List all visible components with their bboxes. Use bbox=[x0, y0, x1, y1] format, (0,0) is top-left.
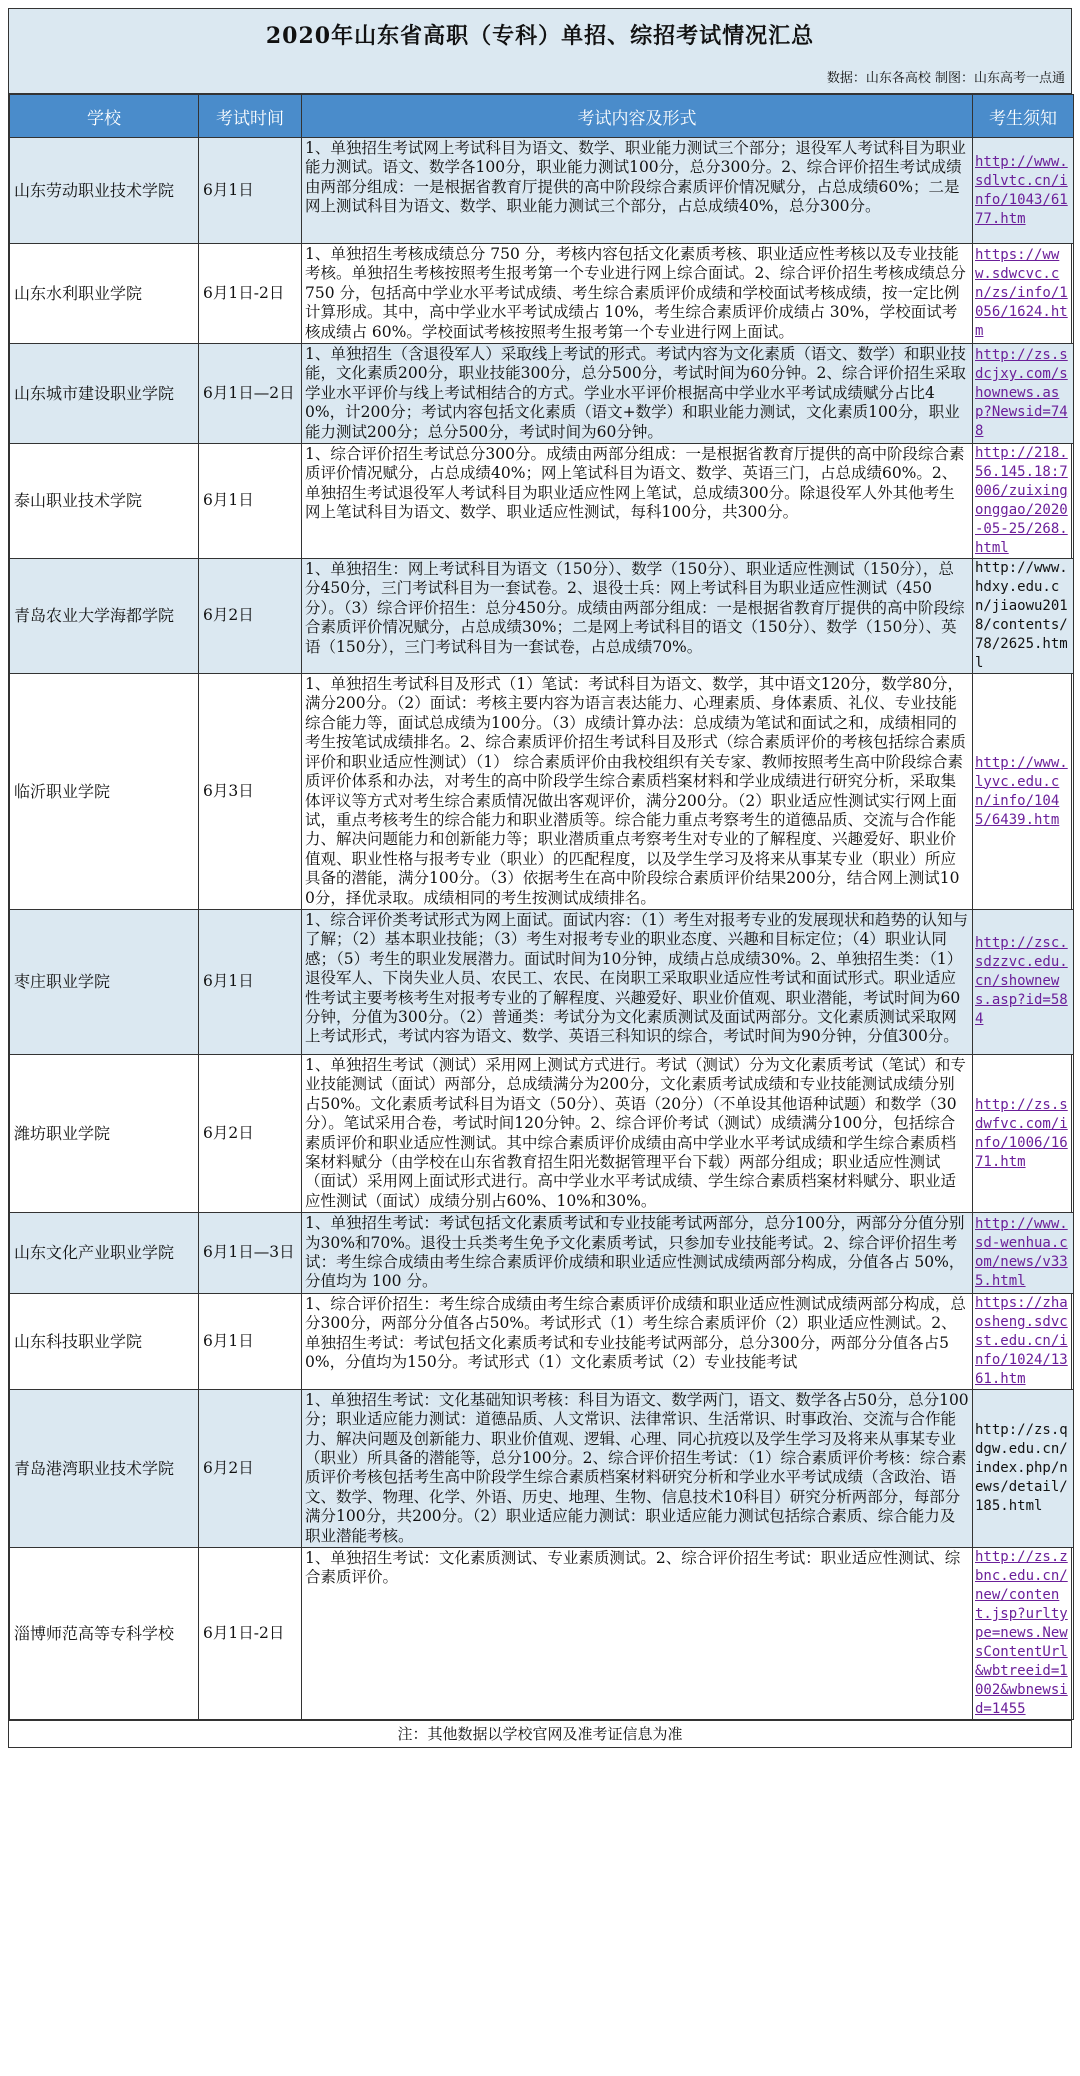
notice-url-text: http://www.hdxy.edu.cn/jiaowu2018/contents/78/2625.html bbox=[975, 560, 1068, 672]
table-header-row bbox=[10, 95, 1074, 138]
column-header-time: 考试时间 bbox=[199, 95, 302, 138]
exam-content: 1、综合评价类考试形式为网上面试。面试内容：（1）考生对报考专业的发展现状和趋势的认知与了解；（2）基本职业技能；（3）考生对报考专业的职业态度、兴趣和目标定位；（4）职业认同感；（5）考生的职业发展潜力。面试时间为10分钟，成绩占总成绩30%。2、单独招生类：（1）退役军人、下岗失业人员、农民工、农民、在岗职工采取职业适应性考试和面试形式。职业适应性考试主要考核考生对报考专业的了解程度、兴趣爱好、职业价值观、职业潜能，考试时间为60分钟，分值为300分。（2）普通类：考试分为文化素质测试及面试两部分。文化素质测试采取网上考试形式，考试内容为语文、数学、英语三科知识的综合，考试时间为90分钟，分值300分。 bbox=[302, 909, 973, 1054]
notice-link[interactable]: http://www.sd-wenhua.com/news/v335.html bbox=[975, 1216, 1068, 1289]
exam-time: 6月1日—2日 bbox=[199, 344, 302, 444]
school-name: 淄博师范高等专科学校 bbox=[10, 1548, 199, 1720]
exam-time: 6月2日 bbox=[199, 559, 302, 674]
notice-url-text: http://zs.qdgw.edu.cn/index.php/news/detail/185.html bbox=[975, 1421, 1068, 1514]
exam-content: 1、单独招生考试科目及形式（1）笔试：考试科目为语文、数学，其中语文120分，数学80分，满分200分。（2）面试：考核主要内容为语言表达能力、心理素质、身体素质、礼仪、专业技能综合能力等，面试总成绩为100分。（3）成绩计算办法：总成绩为笔试和面试之和，成绩相同的考生按笔试成绩排名。2、综合素质评价招生考试科目及形式（综合素质评价的考核包括综合素质评价和职业适应性测试）（1） 综合素质评价由我校组织有关专家、教师按照考生高中阶段综合素质评价体系和办法，对考生的高中阶段学生综合素质档案材料和学业成绩进行研究分析，采取集体评议等方式对考生综合素质情况做出客观评价，满分200分。（2）职业适应性测试实行网上面试，重点考核考生的综合能力和职业潜质等。综合能力重点考察考生的道德品质、交流与合作能力、解决问题能力和创新能力等；职业潜质重点考察考生对专业的了解程度、兴趣爱好、职业价值观、职业性格与报考专业（职业）的匹配程度，以及学生学习及将来从事某专业（职业）所应具备的潜能，满分100分。（3）依据考生在高中阶段综合素质评价结果200分，结合网上测试100分，择优录取。成绩相同的考生按测试成绩排名。 bbox=[302, 674, 973, 910]
exam-content: 1、单独招生考试：文化基础知识考核：科目为语文、数学两门，语文、数学各占50分，总分100分；职业适应能力测试：道德品质、人文常识、法律常识、生活常识、时事政治、交流与合作能力、解决问题及创新能力、职业价值观、逻辑、心理、同心抗疫以及学生学习及将来从事某专业（职业）所具备的潜能等，总分100分。2、综合评价招生考试：（1）综合素质评价考核：综合素质评价考核包括考生高中阶段学生综合素质档案材料研究分析和学业水平考试成绩（含政治、语文、数学、物理、化学、外语、历史、地理、生物、信息技术10科目）研究分析两部分，每部分满分100分，共200分。（2）职业适应能力测试：职业适应能力测试包括综合素质、综合能力及职业潜能考核。 bbox=[302, 1389, 973, 1547]
exam-time: 6月3日 bbox=[199, 674, 302, 910]
exam-time: 6月2日 bbox=[199, 1389, 302, 1547]
notice-link[interactable]: http://zsc.sdzzvc.edu.cn/shownews.asp?id=584 bbox=[975, 935, 1068, 1028]
exam-time: 6月1日-2日 bbox=[199, 244, 302, 344]
notice-cell bbox=[973, 1054, 1074, 1212]
summary-sheet bbox=[8, 8, 1072, 1748]
exam-content: 1、综合评价招生：考生综合成绩由考生综合素质评价成绩和职业适应性测试成绩两部分构成，总分300分，两部分分值各占50%。考试形式（1）考生综合素质评价（2）职业适应性测试。2、单独招生考试：考试包括文化素质考试和专业技能考试两部分，总分300分，两部分分值各占50%，分值均为150分。考试形式（1）文化素质考试（2）专业技能考试 bbox=[302, 1293, 973, 1389]
exam-content: 1、单独招生考试：文化素质测试、专业素质测试。2、综合评价招生考试：职业适应性测试、综合素质评价。 bbox=[302, 1548, 973, 1720]
school-name: 泰山职业技术学院 bbox=[10, 444, 199, 559]
column-header-school: 学校 bbox=[10, 95, 199, 138]
notice-cell bbox=[973, 344, 1074, 444]
school-name: 枣庄职业学院 bbox=[10, 909, 199, 1054]
table-row bbox=[10, 559, 1074, 674]
exam-time: 6月1日-2日 bbox=[199, 1548, 302, 1720]
exam-content: 1、综合评价招生考试总分300分。成绩由两部分组成：一是根据省教育厅提供的高中阶段综合素质评价情况赋分，占总成绩40%；网上笔试科目为语文、数学、英语三门，占总成绩60%。2、单独招生考试退役军人考试科目为职业适应性网上笔试，总成绩300分。除退役军人外其他考生网上笔试科目为语文、数学、职业适应性测试，每科100分，共300分。 bbox=[302, 444, 973, 559]
school-name: 山东科技职业学院 bbox=[10, 1293, 199, 1389]
exam-time: 6月2日 bbox=[199, 1054, 302, 1212]
table-row bbox=[10, 1054, 1074, 1212]
school-name: 山东劳动职业技术学院 bbox=[10, 138, 199, 244]
school-name: 临沂职业学院 bbox=[10, 674, 199, 910]
notice-link[interactable]: http://www.lyvc.edu.cn/info/1045/6439.htm bbox=[975, 754, 1068, 828]
notice-link[interactable]: http://zs.sdwfvc.com/info/1006/1671.htm bbox=[975, 1096, 1068, 1170]
exam-time: 6月1日 bbox=[199, 444, 302, 559]
source-credit: 数据：山东各高校 制图：山东高考一点通 bbox=[826, 71, 1065, 86]
school-name: 青岛农业大学海都学院 bbox=[10, 559, 199, 674]
notice-cell bbox=[973, 1389, 1074, 1547]
exam-content: 1、单独招生：网上考试科目为语文（150分）、数学（150分）、职业适应性测试（150分），总分450分，三门考试科目为一套试卷。2、退役士兵：网上考试科目为职业适应性测试（450分）。（3）综合评价招生：总分450分。成绩由两部分组成：一是根据省教育厅提供的高中阶段综合素质评价情况赋分，占总成绩30%；二是网上考试科目的语文（150分）、数学（150分）、英语（150分），三门考试科目为一套试卷，占总成绩70%。 bbox=[302, 559, 973, 674]
school-name: 山东城市建设职业学院 bbox=[10, 344, 199, 444]
notice-cell bbox=[973, 559, 1074, 674]
exam-time: 6月1日 bbox=[199, 138, 302, 244]
column-header-notice: 考生须知 bbox=[973, 95, 1074, 138]
table-row bbox=[10, 1389, 1074, 1547]
table-row bbox=[10, 344, 1074, 444]
notice-link[interactable]: http://zs.sdcjxy.com/shownews.asp?Newsid=748 bbox=[975, 347, 1068, 440]
notice-link[interactable]: http://zs.zbnc.edu.cn/new/content.jsp?urltype=news.NewsContentUrl&wbtreeid=1002&wbnewsid=1455 bbox=[975, 1549, 1068, 1718]
summary-table bbox=[9, 94, 1074, 1720]
page-title: 2020年山东省高职（专科）单招、综招考试情况汇总 bbox=[265, 23, 815, 49]
notice-cell bbox=[973, 1213, 1074, 1294]
table-row bbox=[10, 1548, 1074, 1720]
table-row bbox=[10, 138, 1074, 244]
table-row bbox=[10, 909, 1074, 1054]
school-name: 山东文化产业职业学院 bbox=[10, 1213, 199, 1294]
notice-link[interactable]: http://218.56.145.18:7006/zuixingonggao/2020-05-25/268.html bbox=[975, 445, 1068, 557]
notice-cell bbox=[973, 138, 1074, 244]
school-name: 潍坊职业学院 bbox=[10, 1054, 199, 1212]
exam-time: 6月1日 bbox=[199, 1293, 302, 1389]
notice-link[interactable]: http://www.sdlvtc.cn/info/1043/6177.htm bbox=[975, 153, 1068, 227]
table-row bbox=[10, 674, 1074, 910]
exam-time: 6月1日—3日 bbox=[199, 1213, 302, 1294]
table-row bbox=[10, 1293, 1074, 1389]
table-body bbox=[10, 138, 1074, 1720]
table-row bbox=[10, 444, 1074, 559]
exam-content: 1、单独招生考核成绩总分 750 分，考核内容包括文化素质考核、职业适应性考核以及专业技能考核。单独招生考核按照考生报考第一个专业进行网上综合面试。2、综合评价招生考核成绩总分 750 分，包括高中学业水平考试成绩、考生综合素质评价成绩和学校面试考核成绩，按一定比例计算形成。其中，高中学业水平考试成绩占 10%，考生综合素质评价成绩占 30%，学校面试考核成绩占 60%。学校面试考核按照考生报考第一个专业进行网上面试。 bbox=[302, 244, 973, 344]
exam-time: 6月1日 bbox=[199, 909, 302, 1054]
table-row bbox=[10, 1213, 1074, 1294]
exam-content: 1、单独招生考试网上考试科目为语文、数学、职业能力测试三个部分；退役军人考试科目为职业能力测试。语文、数学各100分，职业能力测试100分，总分300分。2、综合评价招生考试成绩由两部分组成：一是根据省教育厅提供的高中阶段综合素质评价情况赋分，占总成绩60%；二是网上测试科目为语文、数学、职业能力测试三个部分，占总成绩40%，总分300分。 bbox=[302, 138, 973, 244]
notice-cell bbox=[973, 244, 1074, 344]
school-name: 山东水利职业学院 bbox=[10, 244, 199, 344]
notice-cell bbox=[973, 909, 1074, 1054]
notice-link[interactable]: https://zhaosheng.sdvcst.edu.cn/info/1024/1361.htm bbox=[975, 1294, 1068, 1387]
notice-cell bbox=[973, 1293, 1074, 1389]
exam-content: 1、单独招生考试（测试）采用网上测试方式进行。考试（测试）分为文化素质考试（笔试）和专业技能测试（面试）两部分，总成绩满分为200分，文化素质考试成绩和专业技能测试成绩分别占50%。文化素质考试科目为语文（50分）、英语（20分）（不单设其他语种试题）和数学（30分）。笔试采用合卷，考试时间120分钟。2、综合评价考试（测试）成绩满分100分，包括综合素质评价和职业适应性测试。其中综合素质评价成绩由高中学业水平考试成绩和学生综合素质档案材料赋分（由学校在山东省教育招生阳光数据管理平台下载）两部分组成；职业适应性测试（面试）采用网上面试形式进行。高中学业水平考试成绩、学生综合素质档案材料赋分、职业适应性测试（面试）成绩分别占60%、10%和30%。 bbox=[302, 1054, 973, 1212]
notice-cell bbox=[973, 674, 1074, 910]
column-header-content: 考试内容及形式 bbox=[302, 95, 973, 138]
school-name: 青岛港湾职业技术学院 bbox=[10, 1389, 199, 1547]
notice-cell bbox=[973, 444, 1074, 559]
exam-content: 1、单独招生（含退役军人）采取线上考试的形式。考试内容为文化素质（语文、数学）和职业技能，文化素质200分，职业技能300分，总分500分，考试时间为60分钟。2、综合评价招生采取学业水平评价与线上考试相结合的方式。学业水平评价根据高中学业水平考试成绩赋分占比40%，计200分；考试内容包括文化素质（语文+数学）和职业能力测试，文化素质100分，职业能力测试200分；总分500分，考试时间为60分钟。 bbox=[302, 344, 973, 444]
notice-link[interactable]: https://www.sdwcvc.cn/zs/info/1056/1624.htm bbox=[975, 247, 1068, 340]
title-box bbox=[9, 9, 1071, 94]
notice-cell bbox=[973, 1548, 1074, 1720]
footer-note: 注：其他数据以学校官网及准考证信息为准 bbox=[9, 1720, 1071, 1747]
table-row bbox=[10, 244, 1074, 344]
exam-content: 1、单独招生考试：考试包括文化素质考试和专业技能考试两部分，总分100分，两部分分值分别为30%和70%。退役士兵类考生免予文化素质考试，只参加专业技能考试。2、综合评价招生考试：考生综合成绩由考生综合素质评价成绩和职业适应性测试成绩两部分构成，分值各占 50%，分值均为 100 分。 bbox=[302, 1213, 973, 1294]
